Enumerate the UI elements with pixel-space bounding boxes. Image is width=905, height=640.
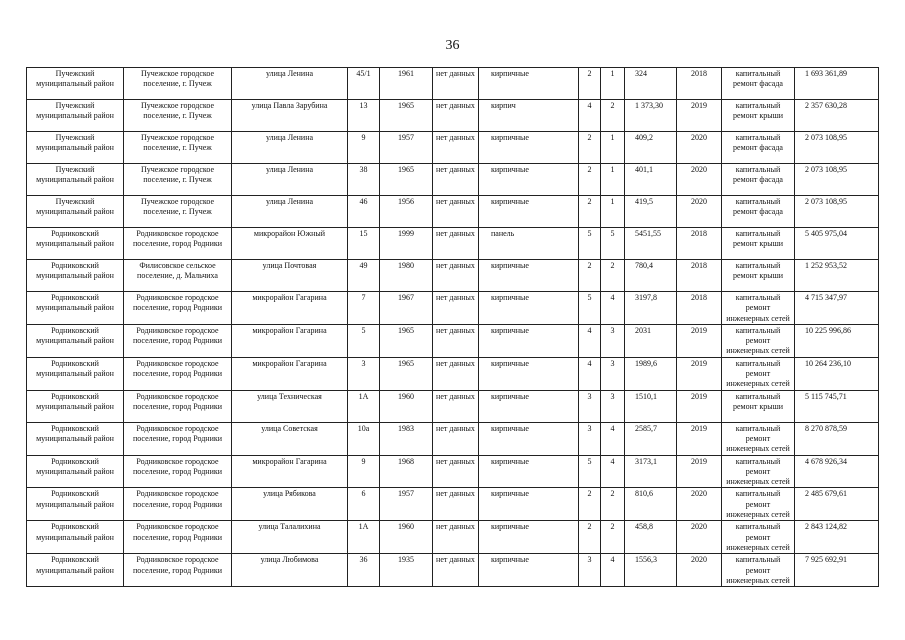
wear-cell: нет данных <box>433 521 479 554</box>
table-row <box>27 132 879 164</box>
settlement-cell: Пучежское городское поселение, г. Пучеж <box>124 196 232 228</box>
entrances-cell: 1 <box>601 132 625 164</box>
entrances-cell: 2 <box>601 521 625 554</box>
table-row <box>27 488 879 521</box>
build-year-cell: 1957 <box>380 488 433 521</box>
area-cell: 1556,3 <box>625 554 677 587</box>
wear-cell: нет данных <box>433 132 479 164</box>
build-year-cell: 1960 <box>380 390 433 422</box>
district-cell: Родниковский муниципальный район <box>27 554 124 587</box>
settlement-cell: Родниковское городское поселение, город Родники <box>124 228 232 260</box>
wear-cell: нет данных <box>433 488 479 521</box>
house-number-cell: 10а <box>348 422 380 455</box>
table-row <box>27 554 879 587</box>
work-type-cell: капитальный ремонт фасада <box>722 164 795 196</box>
cost-cell: 2 073 108,95 <box>795 196 879 228</box>
district-cell: Пучежский муниципальный район <box>27 100 124 132</box>
entrances-cell: 1 <box>601 196 625 228</box>
street-cell: улица Советская <box>232 422 348 455</box>
plan-year-cell: 2019 <box>677 455 722 488</box>
entrances-cell: 3 <box>601 390 625 422</box>
floors-cell: 2 <box>579 521 601 554</box>
floors-cell: 4 <box>579 357 601 390</box>
district-cell: Пучежский муниципальный район <box>27 132 124 164</box>
table-row <box>27 521 879 554</box>
wall-material-cell: кирпичные <box>479 357 579 390</box>
plan-year-cell: 2019 <box>677 357 722 390</box>
work-type-cell: капитальный ремонт крыши <box>722 228 795 260</box>
wear-cell: нет данных <box>433 324 479 357</box>
plan-year-cell: 2018 <box>677 68 722 100</box>
district-cell: Родниковский муниципальный район <box>27 521 124 554</box>
house-number-cell: 5 <box>348 324 380 357</box>
street-cell: улица Ленина <box>232 68 348 100</box>
build-year-cell: 1957 <box>380 132 433 164</box>
street-cell: улица Почтовая <box>232 260 348 292</box>
wear-cell: нет данных <box>433 260 479 292</box>
plan-year-cell: 2020 <box>677 521 722 554</box>
table-row <box>27 390 879 422</box>
plan-year-cell: 2019 <box>677 422 722 455</box>
table-row <box>27 455 879 488</box>
area-cell: 409,2 <box>625 132 677 164</box>
cost-cell: 8 270 878,59 <box>795 422 879 455</box>
house-number-cell: 49 <box>348 260 380 292</box>
cost-cell: 10 225 996,86 <box>795 324 879 357</box>
area-cell: 780,4 <box>625 260 677 292</box>
wear-cell: нет данных <box>433 554 479 587</box>
settlement-cell: Пучежское городское поселение, г. Пучеж <box>124 132 232 164</box>
district-cell: Родниковский муниципальный район <box>27 455 124 488</box>
build-year-cell: 1965 <box>380 100 433 132</box>
work-type-cell: капитальный ремонт инженерных сетей <box>722 554 795 587</box>
wall-material-cell: кирпичные <box>479 488 579 521</box>
house-number-cell: 9 <box>348 455 380 488</box>
settlement-cell: Родниковское городское поселение, город Родники <box>124 292 232 325</box>
housing-register-table <box>26 67 879 587</box>
area-cell: 810,6 <box>625 488 677 521</box>
street-cell: улица Ленина <box>232 132 348 164</box>
wear-cell: нет данных <box>433 100 479 132</box>
work-type-cell: капитальный ремонт инженерных сетей <box>722 292 795 325</box>
settlement-cell: Родниковское городское поселение, город Родники <box>124 455 232 488</box>
wear-cell: нет данных <box>433 196 479 228</box>
street-cell: улица Ленина <box>232 196 348 228</box>
wall-material-cell: кирпичные <box>479 196 579 228</box>
settlement-cell: Пучежское городское поселение, г. Пучеж <box>124 164 232 196</box>
floors-cell: 4 <box>579 324 601 357</box>
table-row <box>27 292 879 325</box>
house-number-cell: 45/1 <box>348 68 380 100</box>
floors-cell: 3 <box>579 390 601 422</box>
street-cell: микрорайон Южный <box>232 228 348 260</box>
cost-cell: 2 073 108,95 <box>795 164 879 196</box>
plan-year-cell: 2020 <box>677 132 722 164</box>
work-type-cell: капитальный ремонт фасада <box>722 68 795 100</box>
area-cell: 2585,7 <box>625 422 677 455</box>
page-number: 36 <box>445 38 460 53</box>
settlement-cell: Родниковское городское поселение, город Родники <box>124 488 232 521</box>
cost-cell: 1 252 953,52 <box>795 260 879 292</box>
table-row <box>27 228 879 260</box>
cost-cell: 5 115 745,71 <box>795 390 879 422</box>
street-cell: улица Техническая <box>232 390 348 422</box>
work-type-cell: капитальный ремонт инженерных сетей <box>722 324 795 357</box>
floors-cell: 2 <box>579 196 601 228</box>
wall-material-cell: кирпичные <box>479 132 579 164</box>
plan-year-cell: 2019 <box>677 100 722 132</box>
entrances-cell: 2 <box>601 488 625 521</box>
plan-year-cell: 2018 <box>677 260 722 292</box>
work-type-cell: капитальный ремонт инженерных сетей <box>722 357 795 390</box>
street-cell: улица Рябикова <box>232 488 348 521</box>
build-year-cell: 1956 <box>380 196 433 228</box>
street-cell: микрорайон Гагарина <box>232 324 348 357</box>
district-cell: Родниковский муниципальный район <box>27 228 124 260</box>
floors-cell: 5 <box>579 455 601 488</box>
floors-cell: 4 <box>579 100 601 132</box>
plan-year-cell: 2020 <box>677 196 722 228</box>
work-type-cell: капитальный ремонт инженерных сетей <box>722 455 795 488</box>
district-cell: Родниковский муниципальный район <box>27 488 124 521</box>
floors-cell: 5 <box>579 228 601 260</box>
wall-material-cell: кирпичные <box>479 521 579 554</box>
build-year-cell: 1965 <box>380 357 433 390</box>
street-cell: микрорайон Гагарина <box>232 455 348 488</box>
floors-cell: 5 <box>579 292 601 325</box>
entrances-cell: 2 <box>601 100 625 132</box>
plan-year-cell: 2020 <box>677 164 722 196</box>
table-row <box>27 422 879 455</box>
street-cell: улица Талалихина <box>232 521 348 554</box>
house-number-cell: 15 <box>348 228 380 260</box>
wear-cell: нет данных <box>433 292 479 325</box>
district-cell: Родниковский муниципальный район <box>27 422 124 455</box>
house-number-cell: 7 <box>348 292 380 325</box>
work-type-cell: капитальный ремонт фасада <box>722 132 795 164</box>
floors-cell: 2 <box>579 488 601 521</box>
table-row <box>27 324 879 357</box>
street-cell: улица Любимова <box>232 554 348 587</box>
area-cell: 1 373,30 <box>625 100 677 132</box>
district-cell: Родниковский муниципальный район <box>27 357 124 390</box>
work-type-cell: капитальный ремонт инженерных сетей <box>722 521 795 554</box>
house-number-cell: 1А <box>348 521 380 554</box>
wear-cell: нет данных <box>433 455 479 488</box>
floors-cell: 2 <box>579 132 601 164</box>
work-type-cell: капитальный ремонт крыши <box>722 260 795 292</box>
build-year-cell: 1960 <box>380 521 433 554</box>
work-type-cell: капитальный ремонт инженерных сетей <box>722 422 795 455</box>
plan-year-cell: 2020 <box>677 554 722 587</box>
entrances-cell: 1 <box>601 164 625 196</box>
build-year-cell: 1999 <box>380 228 433 260</box>
build-year-cell: 1980 <box>380 260 433 292</box>
table-row <box>27 196 879 228</box>
house-number-cell: 46 <box>348 196 380 228</box>
house-number-cell: 3 <box>348 357 380 390</box>
work-type-cell: капитальный ремонт крыши <box>722 390 795 422</box>
entrances-cell: 4 <box>601 455 625 488</box>
cost-cell: 4 715 347,97 <box>795 292 879 325</box>
wall-material-cell: кирпичные <box>479 422 579 455</box>
plan-year-cell: 2018 <box>677 228 722 260</box>
cost-cell: 5 405 975,04 <box>795 228 879 260</box>
cost-cell: 2 843 124,82 <box>795 521 879 554</box>
table-row <box>27 357 879 390</box>
register-body <box>27 68 879 587</box>
street-cell: микрорайон Гагарина <box>232 357 348 390</box>
street-cell: улица Павла Зарубина <box>232 100 348 132</box>
entrances-cell: 4 <box>601 554 625 587</box>
table-row <box>27 68 879 100</box>
area-cell: 2031 <box>625 324 677 357</box>
floors-cell: 3 <box>579 422 601 455</box>
settlement-cell: Родниковское городское поселение, город Родники <box>124 521 232 554</box>
entrances-cell: 1 <box>601 68 625 100</box>
floors-cell: 2 <box>579 260 601 292</box>
entrances-cell: 4 <box>601 292 625 325</box>
settlement-cell: Родниковское городское поселение, город Родники <box>124 324 232 357</box>
district-cell: Пучежский муниципальный район <box>27 196 124 228</box>
wall-material-cell: кирпичные <box>479 68 579 100</box>
wall-material-cell: кирпич <box>479 100 579 132</box>
house-number-cell: 36 <box>348 554 380 587</box>
cost-cell: 2 357 630,28 <box>795 100 879 132</box>
house-number-cell: 38 <box>348 164 380 196</box>
area-cell: 419,5 <box>625 196 677 228</box>
work-type-cell: капитальный ремонт фасада <box>722 196 795 228</box>
cost-cell: 2 073 108,95 <box>795 132 879 164</box>
settlement-cell: Филисовское сельское поселение, д. Мальчиха <box>124 260 232 292</box>
entrances-cell: 4 <box>601 422 625 455</box>
entrances-cell: 3 <box>601 324 625 357</box>
area-cell: 324 <box>625 68 677 100</box>
build-year-cell: 1983 <box>380 422 433 455</box>
wear-cell: нет данных <box>433 68 479 100</box>
settlement-cell: Родниковское городское поселение, город Родники <box>124 554 232 587</box>
wall-material-cell: панель <box>479 228 579 260</box>
wall-material-cell: кирпичные <box>479 292 579 325</box>
wear-cell: нет данных <box>433 390 479 422</box>
area-cell: 3197,8 <box>625 292 677 325</box>
cost-cell: 7 925 692,91 <box>795 554 879 587</box>
settlement-cell: Родниковское городское поселение, город Родники <box>124 357 232 390</box>
wall-material-cell: кирпичные <box>479 455 579 488</box>
wear-cell: нет данных <box>433 228 479 260</box>
street-cell: микрорайон Гагарина <box>232 292 348 325</box>
table-row <box>27 260 879 292</box>
wall-material-cell: кирпичные <box>479 390 579 422</box>
build-year-cell: 1968 <box>380 455 433 488</box>
settlement-cell: Пучежское городское поселение, г. Пучеж <box>124 68 232 100</box>
district-cell: Родниковский муниципальный район <box>27 292 124 325</box>
build-year-cell: 1935 <box>380 554 433 587</box>
cost-cell: 2 485 679,61 <box>795 488 879 521</box>
cost-cell: 1 693 361,89 <box>795 68 879 100</box>
district-cell: Родниковский муниципальный район <box>27 324 124 357</box>
plan-year-cell: 2019 <box>677 324 722 357</box>
district-cell: Родниковский муниципальный район <box>27 390 124 422</box>
entrances-cell: 2 <box>601 260 625 292</box>
settlement-cell: Родниковское городское поселение, город Родники <box>124 390 232 422</box>
wall-material-cell: кирпичные <box>479 324 579 357</box>
work-type-cell: капитальный ремонт крыши <box>722 100 795 132</box>
district-cell: Родниковский муниципальный район <box>27 260 124 292</box>
wall-material-cell: кирпичные <box>479 554 579 587</box>
entrances-cell: 3 <box>601 357 625 390</box>
plan-year-cell: 2019 <box>677 390 722 422</box>
cost-cell: 10 264 236,10 <box>795 357 879 390</box>
work-type-cell: капитальный ремонт инженерных сетей <box>722 488 795 521</box>
area-cell: 1510,1 <box>625 390 677 422</box>
entrances-cell: 5 <box>601 228 625 260</box>
street-cell: улица Ленина <box>232 164 348 196</box>
house-number-cell: 6 <box>348 488 380 521</box>
wear-cell: нет данных <box>433 357 479 390</box>
district-cell: Пучежский муниципальный район <box>27 68 124 100</box>
build-year-cell: 1965 <box>380 164 433 196</box>
area-cell: 5451,55 <box>625 228 677 260</box>
floors-cell: 2 <box>579 164 601 196</box>
floors-cell: 3 <box>579 554 601 587</box>
table-row <box>27 164 879 196</box>
area-cell: 401,1 <box>625 164 677 196</box>
wear-cell: нет данных <box>433 422 479 455</box>
settlement-cell: Родниковское городское поселение, город Родники <box>124 422 232 455</box>
table-row <box>27 100 879 132</box>
wall-material-cell: кирпичные <box>479 260 579 292</box>
area-cell: 458,8 <box>625 521 677 554</box>
plan-year-cell: 2018 <box>677 292 722 325</box>
house-number-cell: 9 <box>348 132 380 164</box>
build-year-cell: 1961 <box>380 68 433 100</box>
area-cell: 3173,1 <box>625 455 677 488</box>
wall-material-cell: кирпичные <box>479 164 579 196</box>
build-year-cell: 1965 <box>380 324 433 357</box>
district-cell: Пучежский муниципальный район <box>27 164 124 196</box>
house-number-cell: 1А <box>348 390 380 422</box>
wear-cell: нет данных <box>433 164 479 196</box>
build-year-cell: 1967 <box>380 292 433 325</box>
settlement-cell: Пучежское городское поселение, г. Пучеж <box>124 100 232 132</box>
plan-year-cell: 2020 <box>677 488 722 521</box>
house-number-cell: 13 <box>348 100 380 132</box>
cost-cell: 4 678 926,34 <box>795 455 879 488</box>
floors-cell: 2 <box>579 68 601 100</box>
area-cell: 1989,6 <box>625 357 677 390</box>
